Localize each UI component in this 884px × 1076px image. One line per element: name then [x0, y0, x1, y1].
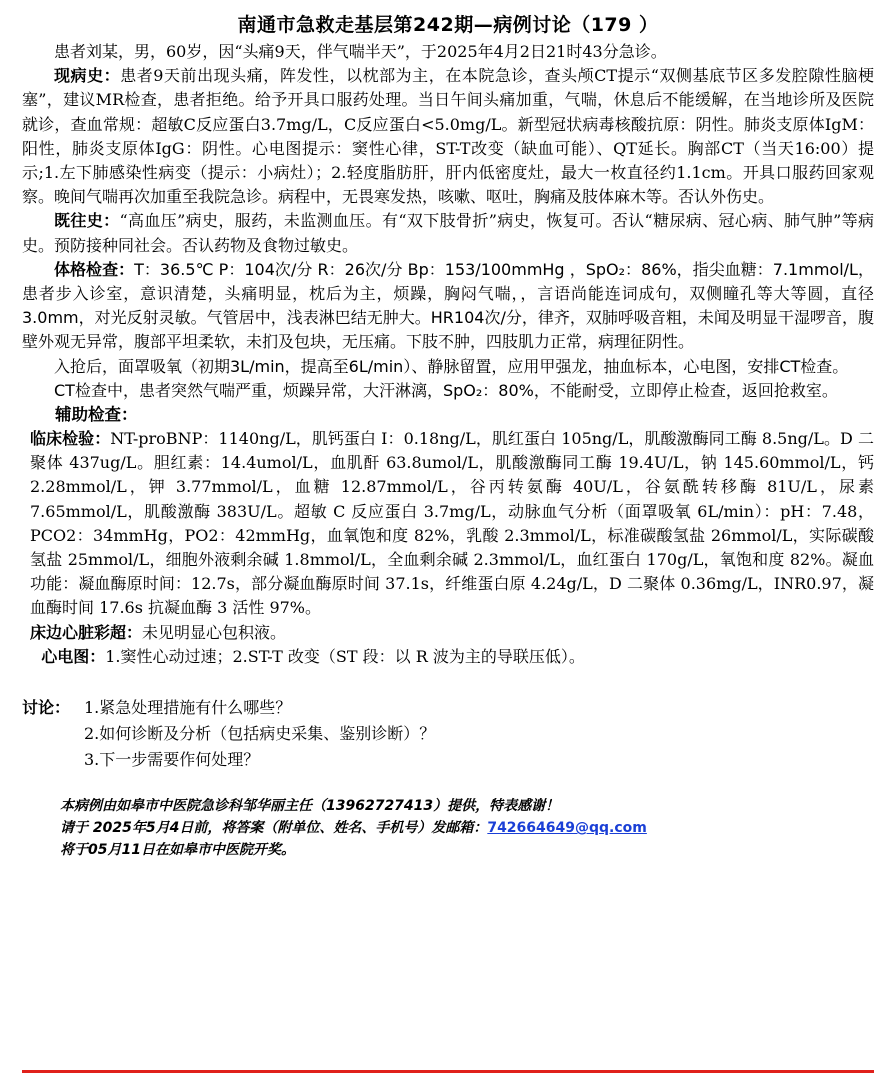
bottom-divider	[22, 1070, 874, 1073]
exam-paragraph	[22, 258, 874, 355]
email-link[interactable]: 742664649@qq.com	[487, 820, 647, 837]
discussion-question-1: 1.紧急处理措施有什么哪些？	[84, 698, 292, 718]
ecg-paragraph	[22, 645, 874, 669]
lab-label: 临床检验：	[30, 429, 111, 449]
past-history-label: 既往史：	[54, 211, 120, 231]
present-illness-text: 患者9天前出现头痛，阵发性，以枕部为主，在本院急诊，查头颅CT提示“双侧基底节区多发腔隙性脑梗塞”，建议MR检查，患者拒绝。给予开具口服药处理。当日午间头痛加重，气喘，休息后不能缓解，在当地诊所及医院就诊，查血常规：超敏C反应蛋白3.7mg/L，C反应蛋白<5.0mg/L。新型冠状病毒核酸抗原：阴性。肺炎支原体IgM：阳性，肺炎支原体IgG：阴性。心电图提示：窦性心律，ST-T改变（缺血可能）、QT延长。胸部CT（当天16:00）提示;1.左下肺感染性病变（提示：小病灶）；2.轻度脂肪肝，肝内低密度灶，最大一枚直径约1.1cm。开具口服药回家观察。晚间气喘再次加重至我院急诊。病程中，无畏寒发热，咳嗽、呕吐，胸痛及肢体麻木等。否认外伤史。	[22, 66, 874, 207]
discussion-label: 讨论：	[22, 698, 71, 718]
discussion-question-2: 2.如何诊断及分析（包括病史采集、鉴别诊断）？	[84, 724, 436, 744]
footer-notice	[22, 795, 874, 861]
footer-line-1: 本病例由如皋市中医院急诊科邹华丽主任（13962727413）提供，特表感谢！	[60, 798, 560, 815]
ecg-label: 心电图：	[41, 646, 106, 666]
intro-paragraph: 患者刘某，男，60岁，因“头痛9天，伴气喘半天”，于2025年4月2日21时43分急诊。	[54, 42, 667, 61]
page-title: 南通市急救走基层第242期—病例讨论（179 ）	[237, 14, 659, 36]
footer-line-3: 将于05月11日在如皋市中医院开奖。	[60, 842, 295, 859]
footer-line-2-prefix: 请于 2025年5月4日前，将答案（附单位、姓名、手机号）发邮箱：	[60, 820, 488, 837]
exam-label: 体格检查：	[54, 259, 135, 279]
present-illness-paragraph	[22, 64, 874, 209]
footer-line-2	[60, 817, 874, 839]
document	[22, 12, 874, 861]
present-illness-label: 现病史：	[54, 66, 121, 86]
treatment-text: 入抢后，面罩吸氧（初期3L/min，提高至6L/min）、静脉留置，应用甲强龙，抽血标本，心电图，安排CT检查。	[54, 356, 849, 376]
treatment-paragraph	[22, 355, 874, 379]
aux-heading: 辅助检查：	[55, 405, 138, 425]
ecg-text: 1.窦性心动过速；2.ST-T 改变（ST 段：以 R 波为主的导联压低）。	[105, 646, 585, 666]
echo-text: 未见明显心包积液。	[142, 622, 287, 642]
echo-paragraph	[22, 621, 874, 645]
ct-event-paragraph	[22, 379, 874, 403]
ct-event-text: CT检查中，患者突然气喘严重，烦躁异常，大汗淋漓，SpO₂：80%，不能耐受，立即停止检查，返回抢救室。	[54, 380, 838, 400]
lab-text: NT-proBNP：1140ng/L，肌钙蛋白 I：0.18ng/L，肌红蛋白 105ng/L，肌酸激酶同工酶 8.5ng/L。D 二聚体 437ug/L。胆红素：14.4umol/L，血肌酐 63.8umol/L，肌酸激酶同工酶 19.4U/L，钠 145.60mmol/L，钙 2.28mmol/L，钾 3.77mmol/L，血糖 12.87mmol/L，谷丙转氨酶 40U/L，谷氨酰转移酶 81U/L，尿素 7.65mmol/L，肌酸激酶 383U/L。超敏 C 反应蛋白 3.7mg/L，动脉血气分析（面罩吸氧 6L/min）：pH：7.48，PCO2：34mmHg，PO2：42mmHg，血氧饱和度 82%，乳酸 2.3mmol/L，标准碳酸氢盐 26mmol/L，实际碳酸氢盐 25mmol/L，细胞外液剩余碱 1.8mmol/L，全血剩余碱 2.3mmol/L，血红蛋白 170g/L，氧饱和度 82%。凝血功能：凝血酶原时间：12.7s，部分凝血酶原时间 37.1s，纤维蛋白原 4.24g/L，D 二聚体 0.36mg/L，INR0.97，凝血酶时间 17.6s 抗凝血酶 3 活性 97%。	[30, 429, 874, 618]
past-history-text: “高血压”病史，服药，未监测血压。有“双下肢骨折”病史，恢复可。否认“糖尿病、冠心病、肺气肿”等病史。预防接种同社会。否认药物及食物过敏史。	[22, 211, 874, 255]
discussion-question-3: 3.下一步需要作何处理？	[84, 750, 260, 770]
exam-text: T：36.5℃ P：104次/分 R：26次/分 Bp：153/100mmHg ，SpO₂：86%，指尖血糖：7.1mmol/L，患者步入诊室，意识清楚，头痛明显，枕后为主，烦躁，胸闷气喘，，言语尚能连词成句，双侧瞳孔等大等圆，直径3.0mm，对光反射灵敏。气管居中，浅表淋巴结无肿大。HR104次/分，律齐，双肺呼吸音粗，未闻及明显干湿啰音，腹壁外观无异常，腹部平坦柔软，未扪及包块，无压痛。下肢不肿，四肢肌力正常，病理征阴性。	[22, 259, 874, 352]
discussion-section	[22, 695, 874, 773]
past-history-paragraph	[22, 209, 874, 257]
lab-paragraph	[22, 427, 874, 621]
echo-label: 床边心脏彩超：	[30, 622, 143, 642]
discussion-row-1	[22, 695, 874, 721]
